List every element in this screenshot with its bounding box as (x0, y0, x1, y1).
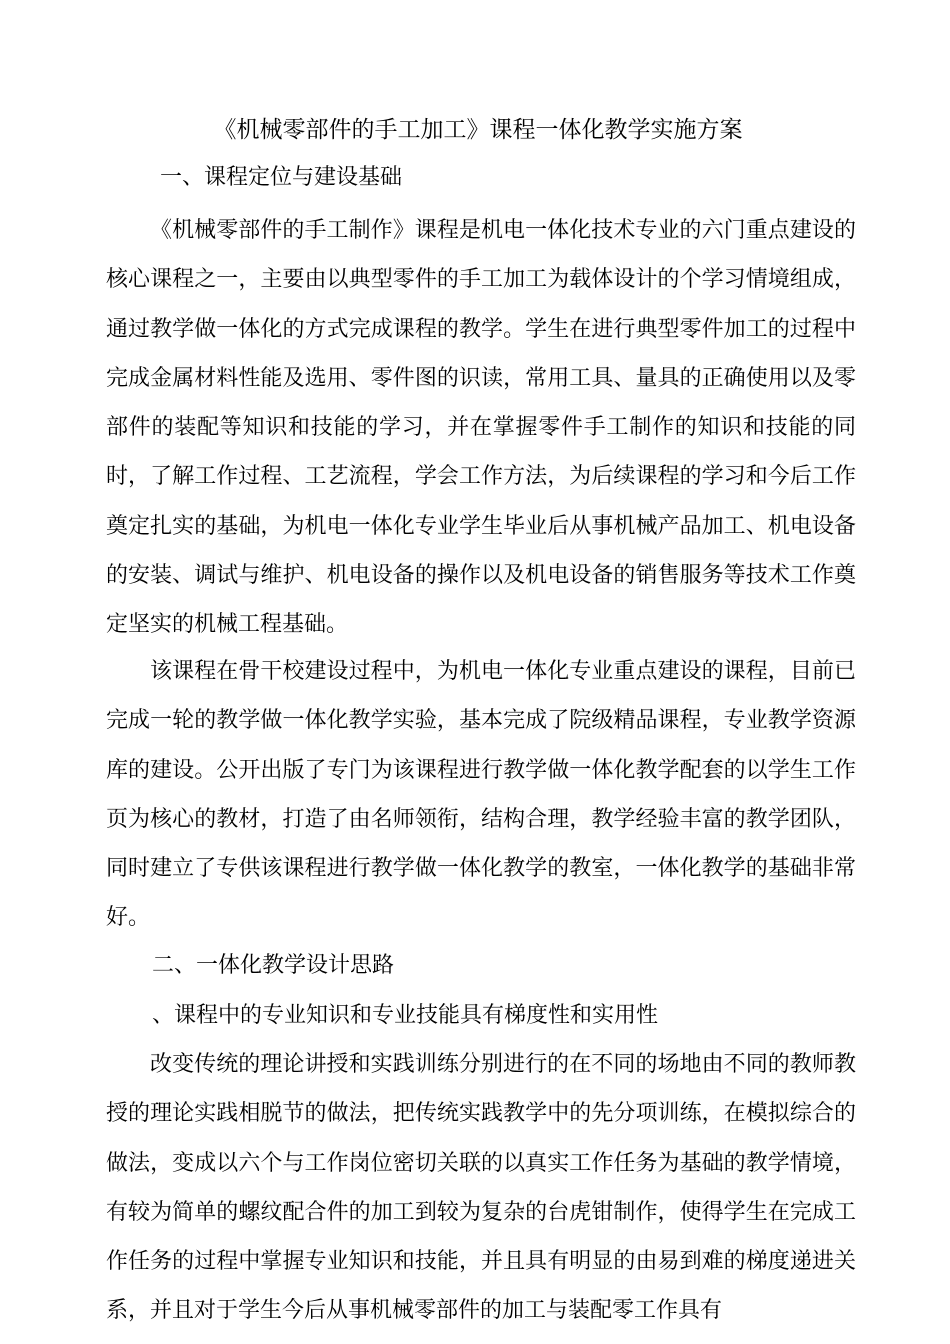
paragraph-construction-basis: 该课程在骨干校建设过程中，为机电一体化专业重点建设的课程，目前已完成一轮的教学做一体化教学实验，基本完成了院级精品课程，专业教学资源库的建设。公开出版了专门为该课程进行教学做一体化教学配套的以学生工作页为核心的教材，打造了由名师领衔，结构合理，教学经验丰富的教学团队，同时建立了专供该课程进行教学做一体化教学的教室，一体化教学的基础非常好。 (106, 659, 856, 931)
subsection-heading: 、课程中的专业知识和专业技能具有梯度性和实用性 (152, 1003, 659, 1028)
paragraph-teaching-design: 改变传统的理论讲授和实践训练分别进行的在不同的场地由不同的教师教授的理论实践相脱节的做法，把传统实践教学中的先分项训练，在模拟综合的做法，变成以六个与工作岗位密切关联的以真实工作任务为基础的教学情境，有较为简单的螺纹配合件的加工到较为复杂的台虎钳制作，使得学生在完成工作任务的过程中掌握专业知识和技能，并且具有明显的由易到难的梯度递进关系，并且对于学生今后从事机械零部件的加工与装配零工作具有 (106, 1052, 856, 1324)
document-title: 《机械零部件的手工加工》课程一体化教学实施方案 (213, 117, 743, 143)
paragraph-course-positioning: 《机械零部件的手工制作》课程是机电一体化技术专业的六门重点建设的核心课程之一，主要由以典型零件的手工加工为载体设计的个学习情境组成，通过教学做一体化的方式完成课程的教学。学生在进行典型零件加工的过程中完成金属材料性能及选用、零件图的识读，常用工具、量具的正确使用以及零部件的装配等知识和技能的学习，并在掌握零件手工制作的知识和技能的同时，了解工作过程、工艺流程，学会工作方法，为后续课程的学习和今后工作奠定扎实的基础，为机电一体化专业学生毕业后从事机械产品加工、机电设备的安装、调试与维护、机电设备的操作以及机电设备的销售服务等技术工作奠定坚实的机械工程基础。 (106, 218, 856, 638)
section-heading-2: 二、一体化教学设计思路 (152, 953, 395, 978)
section-heading-1: 一、课程定位与建设基础 (160, 165, 403, 190)
